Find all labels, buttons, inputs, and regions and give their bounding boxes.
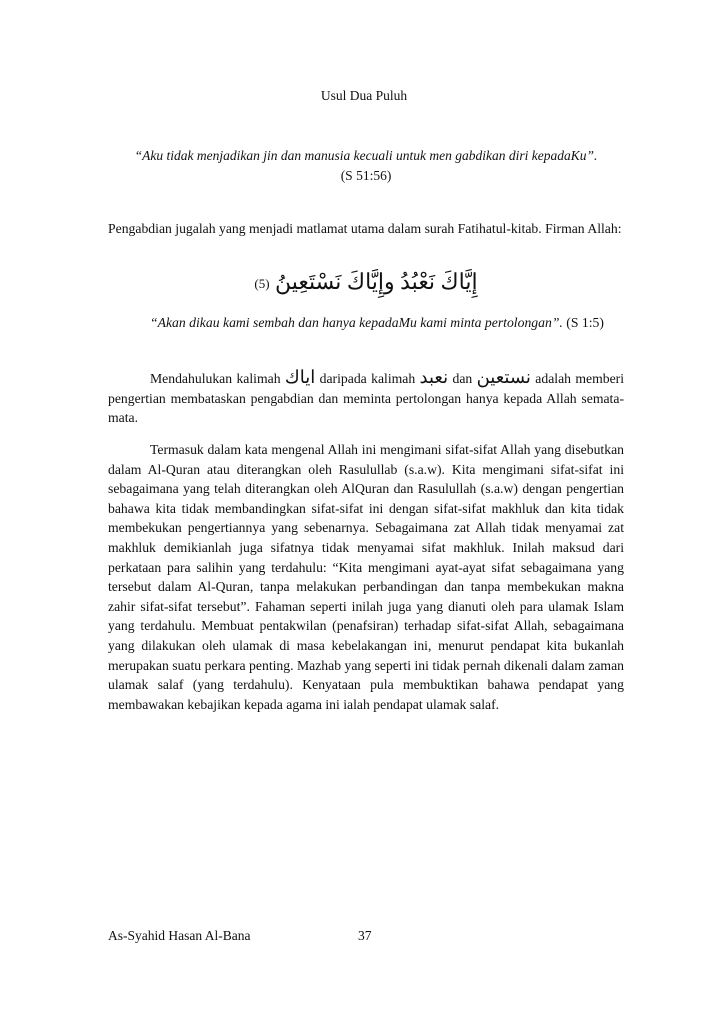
arabic-word-nabudu: نعبد [419,367,449,387]
paragraph-kalimah [108,368,624,428]
para2-text-4: adalah memberi pengertian membataskan pengabdian dan meminta pertolongan hanya kepada Allah semata-mata. [108,371,625,426]
translation-reference: (S 1:5) [566,315,604,330]
para2-text-1: Mendahulukan kalimah [150,371,281,386]
paragraph-intro: Pengabdian jugalah yang menjadi matlamat utama dalam surah Fatihatul-kitab. Firman Allah: [108,221,622,236]
arabic-verse [108,267,624,299]
arabic-word-nastain: نستعين [476,367,531,387]
quote-text: “Aku tidak menjadikan jin dan manusia kecuali untuk men gabdikan diri kepadaKu”. [134,148,598,163]
verse-arabic-text: إِيَّاكَ نَعْبُدُ وإِيَّاكَ نَسْتَعِينُ [275,269,478,294]
page-number: 37 [358,928,372,943]
quote-reference: (S 51:56) [340,168,392,183]
page-header [0,88,728,104]
verse-number: (5) [254,275,270,291]
arabic-word-iyyaka: اياك [284,367,316,387]
footer-author: As-Syahid Hasan Al-Bana [108,928,251,943]
header-title: Usul Dua Puluh [320,88,408,103]
verse-translation [108,313,624,333]
opening-quote [108,146,624,186]
para2-text-2: daripada kalimah [319,371,416,386]
translation-text: “Akan dikau kami sembah dan hanya kepadaMu kami minta pertolongan”. [150,315,563,330]
para2-text-3: dan [452,371,473,386]
paragraph-sifat: Termasuk dalam kata mengenal Allah ini mengimani sifat-sifat Allah yang disebutkan dalam Al-Quran atau diterangkan oleh Rasulullab (s.a.w). Kita mengimani sifat-sifat ini sebagaimana yang telah diterangkan oleh AlQuran dan Rasulullah (s.a.w) dengan pengertian bahawa kita tidak membandingkan sifat-sifat ini dengan sifat-sifat makhluk dan kita tidak membekukan pengertiannya yang sebenarnya. Sebagaimana zat Allah tidak menyamai zat makhluk demikianlah juga sifatnya tidak menyamai sifat makhluk. Inilah maksud dari perkataan para salihin yang terdahulu: “Kita mengimani ayat-ayat sifat sebagaimana yang tersebut dalam Al-Quran, tanpa melakukan perbandingan dan tanpa membekukan makna zahir sifat-sifat tersebut”. Fahaman seperti inilah juga yang dianuti oleh para ulamak Islam yang terdahulu. Membuat pentakwilan (penafsiran) terhadap sifat-sifat Allah, sebagaimana yang dilakukan oleh ulamak di masa kebelakangan ini, menurut pendapat kita bukanlah merupakan suatu perkara penting. Mazhab yang seperti ini tidak pernah dikenali dalam zaman ulamak salaf (yang terdahulu). Kenyataan pula membuktikan bahawa pendapat yang membawakan kebajikan kepada agama ini ialah pendapat ulamak salaf. [108,442,624,712]
